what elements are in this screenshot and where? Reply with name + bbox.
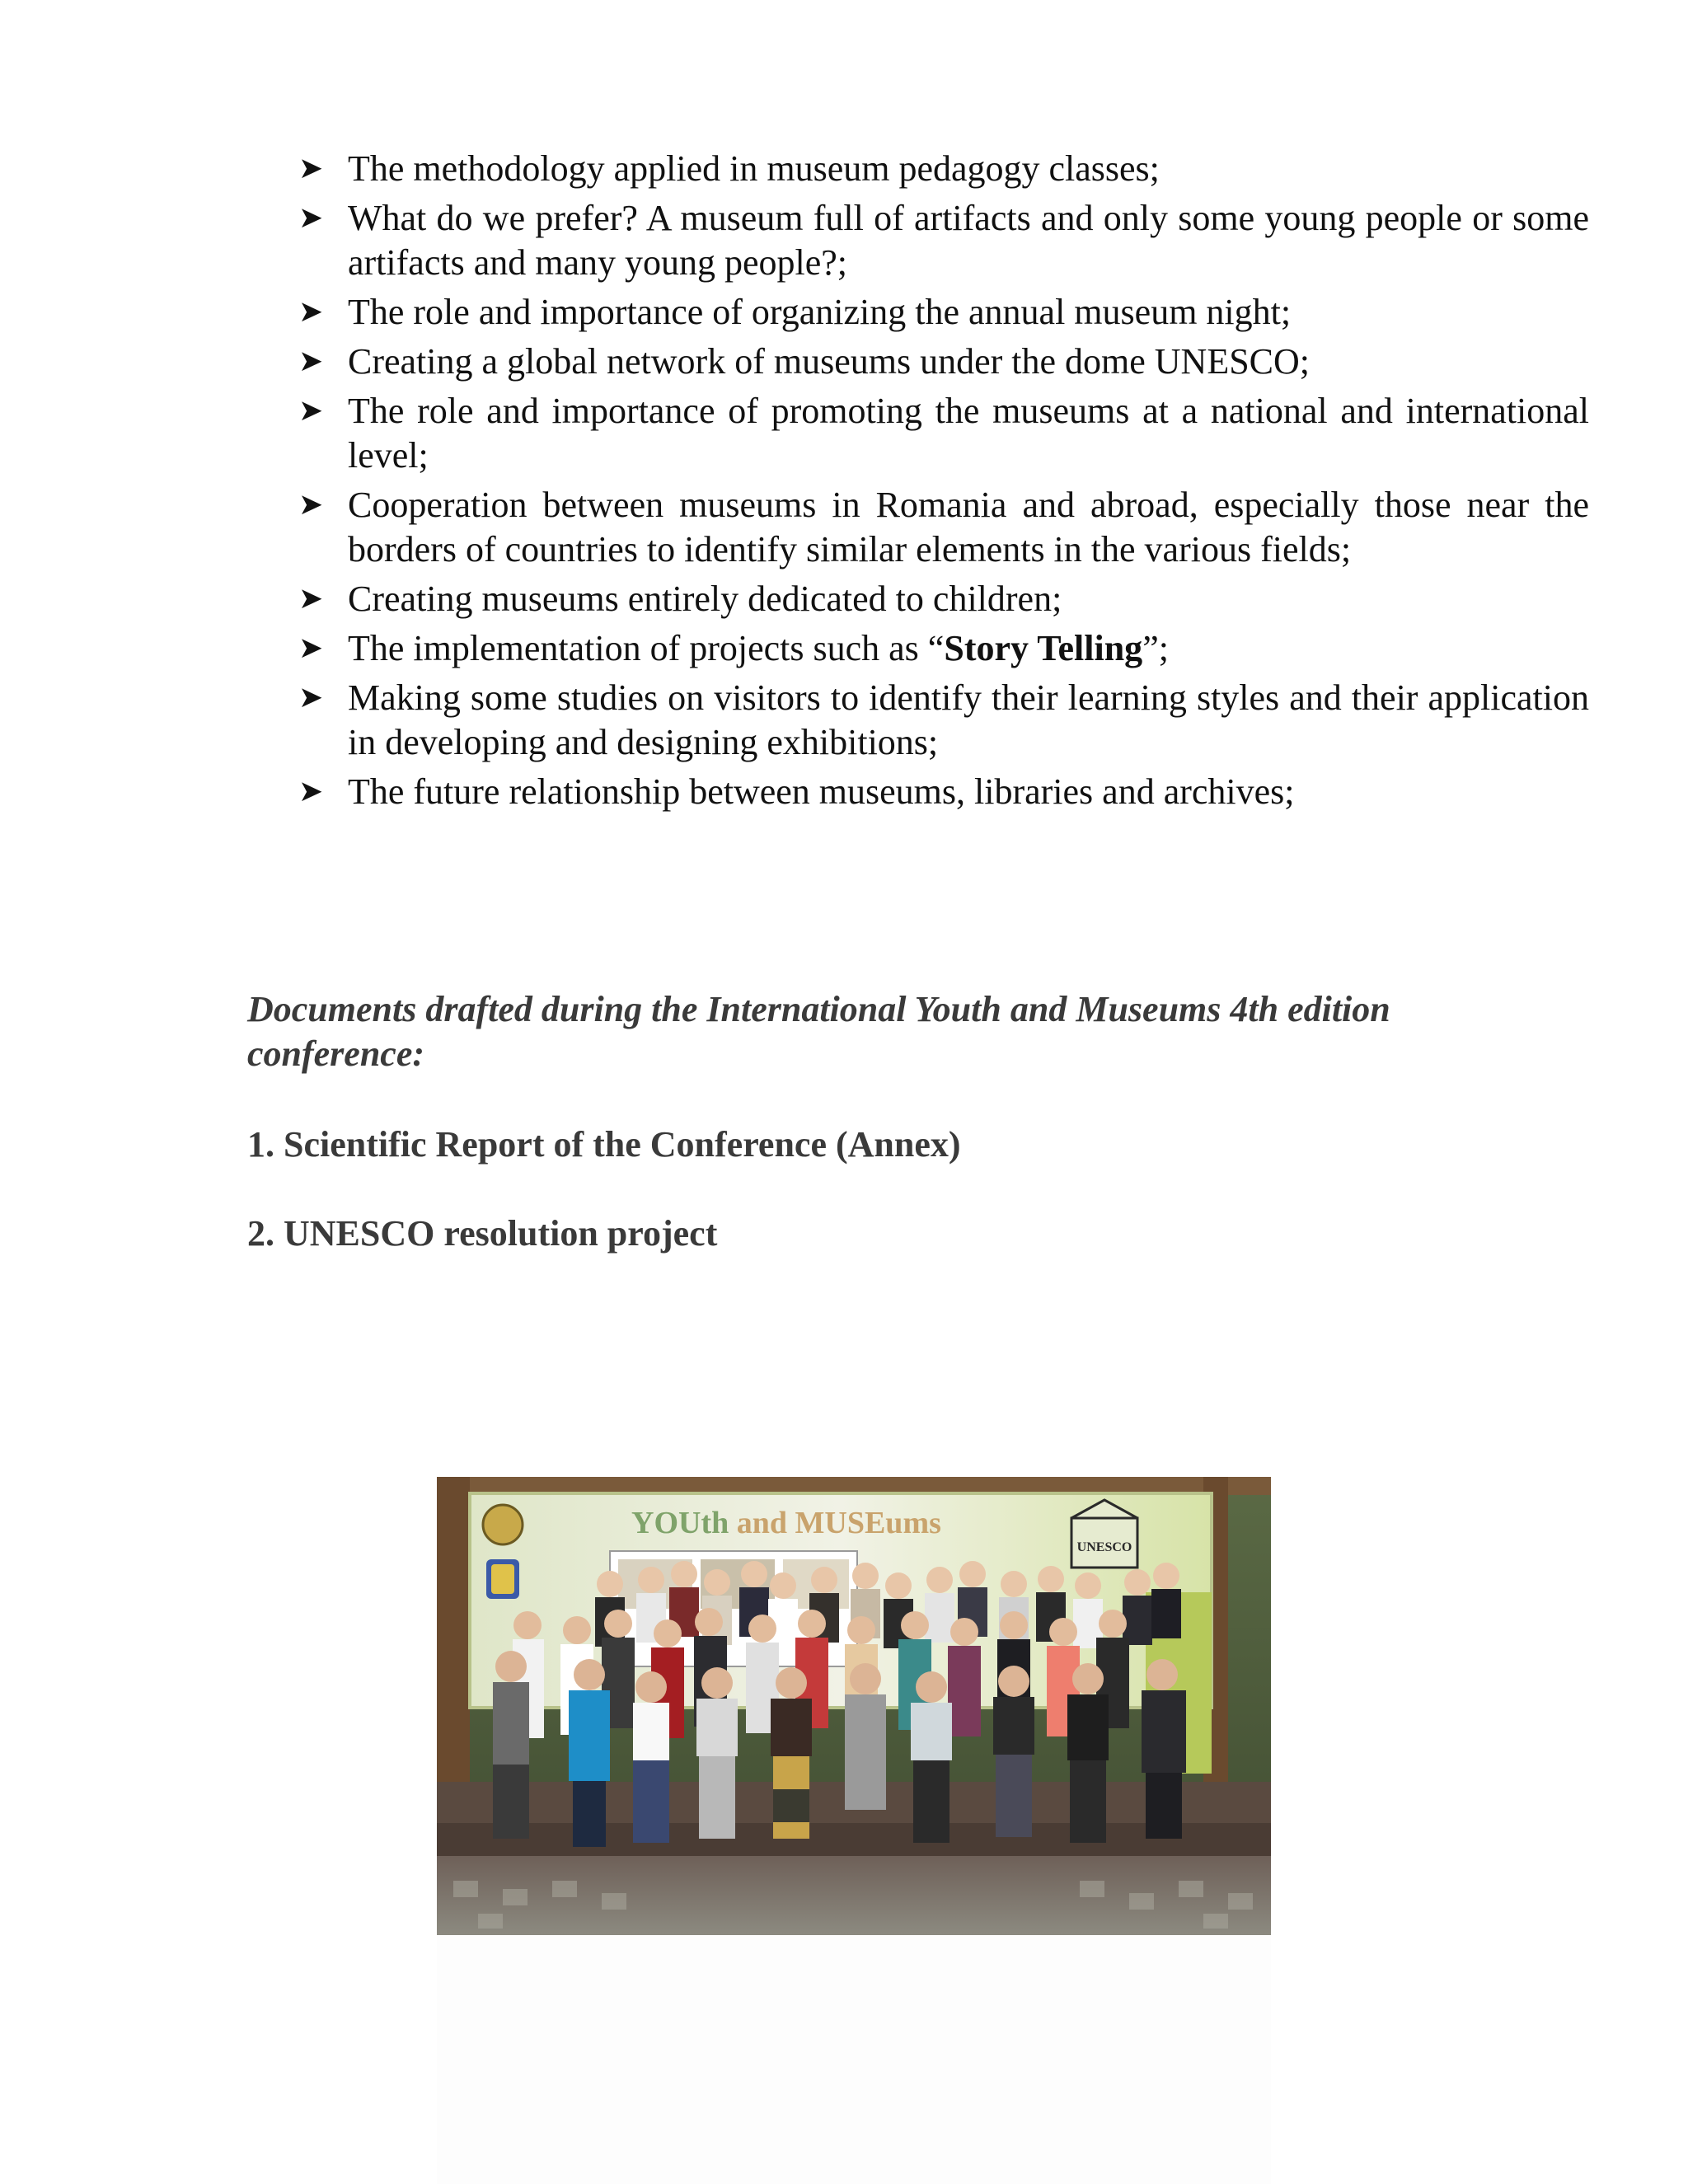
topics-bullet-list [298,147,1589,819]
bullet-text: Cooperation between museums in Romania and abroad, especially those near the borders of countries to identify similar elements in the various fields; [348,485,1589,569]
bullet-item [298,290,1589,335]
arrowhead-bullet-icon: ➤ [298,344,324,378]
bullet-text: The role and importance of promoting the museums at a national and international level; [348,391,1589,476]
bullet-text: The methodology applied in museum pedagogy classes; [348,148,1160,189]
bullet-item [298,626,1589,671]
arrowhead-bullet-icon: ➤ [298,152,324,185]
documents-heading: Documents drafted during the International Youth and Museums 4th edition conference: [247,989,1390,1074]
bullet-text-before: The implementation of projects such as “ [348,628,945,668]
bullet-text-after: ”; [1142,628,1169,668]
bullet-item [298,340,1589,384]
bullet-item [298,483,1589,572]
document-item-unesco-resolution: 2. UNESCO resolution project [247,1213,718,1254]
bullet-text: Making some studies on visitors to identify their learning styles and their application in developing and designing exhibitions; [348,677,1589,762]
bullet-item [298,676,1589,765]
bullet-text: The future relationship between museums, libraries and archives; [348,771,1295,812]
bullet-item [298,770,1589,814]
arrowhead-bullet-icon: ➤ [298,201,324,235]
crest-icon [483,1505,523,1544]
arrowhead-bullet-icon: ➤ [298,582,324,616]
banner-title: YOUth and MUSEums [631,1506,941,1540]
arrowhead-bullet-icon: ➤ [298,681,324,715]
bullet-item [298,147,1589,191]
arrowhead-bullet-icon: ➤ [298,775,324,808]
arrowhead-bullet-icon: ➤ [298,295,324,329]
document-item-scientific-report: 1. Scientific Report of the Conference (Annex) [247,1124,961,1165]
svg-text:UNESCO: UNESCO [1076,1540,1132,1554]
bullet-text: The role and importance of organizing the annual museum night; [348,292,1292,332]
bullet-item [298,389,1589,478]
photo-bottom-margin [437,1935,1271,2184]
story-telling-bold-text: Story Telling [944,628,1143,668]
bullet-text: What do we prefer? A museum full of artifacts and only some young people or some artifacts and many young people?; [348,198,1589,283]
arrowhead-bullet-icon: ➤ [298,631,324,665]
conference-group-photo [437,1477,1271,1935]
arrowhead-bullet-icon: ➤ [298,488,324,522]
arrowhead-bullet-icon: ➤ [298,394,324,428]
bullet-item [298,577,1589,621]
bullet-item [298,196,1589,285]
bullet-text: Creating a global network of museums under the dome UNESCO; [348,341,1311,382]
bullet-text: Creating museums entirely dedicated to children; [348,579,1062,619]
